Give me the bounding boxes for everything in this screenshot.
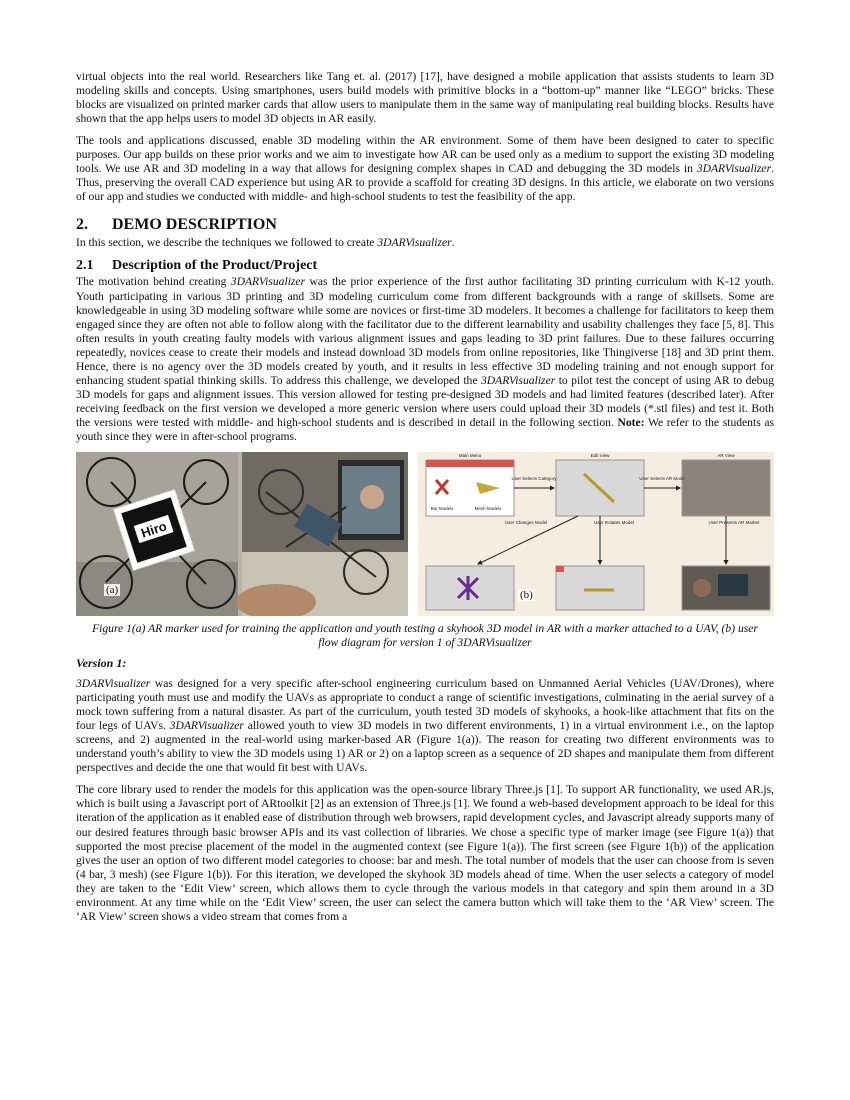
app-name: 3DARVisualizer <box>169 719 244 733</box>
text: . <box>451 236 455 250</box>
figure-caption: Figure 1(a) AR marker used for training the application and youth testing a skyhook 3D model in AR with a marker attached to a UAV, (b) user flow diagram for version 1 of 3DARVisualizer <box>92 622 758 650</box>
app-name: 3DARVisualizer <box>377 236 452 250</box>
motivation-paragraph <box>76 275 774 444</box>
text: . Thus, preserving the overall CAD experience but using AR to provide a scaffold for creating 3D designs. In this article, we elaborate on two versions of our app and studies we conducted with middle- and high-school students to test the feasibility of the app. <box>76 162 774 204</box>
text: The motivation behind creating <box>76 275 231 289</box>
section-number: 2. <box>76 216 88 234</box>
subsection-heading <box>76 258 774 274</box>
text: In this section, we describe the techniques we followed to create <box>76 236 378 250</box>
section-heading <box>76 216 774 234</box>
figure-1a-photo <box>76 452 408 616</box>
text: was designed for a very specific after-school engineering curriculum based on Unmanned Aerial Vehicles (UAV/Drones), where participating youth must use and modify the UAVs as appropriate to conduct a range of scientific investigations, culminating in the aerial survey of a mock town suffering from a natural disaster. As part of the curriculum, youth tested 3D models of skyhooks, a hook-like attachment that fits on the four legs of UAVs. <box>76 677 774 733</box>
section-title: DEMO DESCRIPTION <box>112 216 277 234</box>
flow-changes-model: User Changes Model <box>504 520 548 526</box>
main-menu-label: Main Menu <box>458 453 482 459</box>
flow-presents-marker: User Presents AR Marker <box>708 520 760 526</box>
flow-diagram <box>418 452 774 616</box>
text: We refer to the students as youth since they were in after-school programs. <box>76 415 774 443</box>
rotated-model-screen <box>556 566 644 610</box>
version1-paragraph-1 <box>76 677 774 775</box>
panel-b-label: (b) <box>520 589 533 602</box>
subsection-title: Description of the Product/Project <box>112 258 318 274</box>
intro-paragraph: virtual objects into the real world. Researchers like Tang et. al. (2017) [17], have designed a mobile application that assists students to learn 3D modeling skills and concepts. Using smartphones, users build models with primitive blocks in a “bottom-up” manner like “LEGO” bricks. These blocks are visualized on printed marker cards that allow users to manipulate them in the same way of manipulating real building blocks. Results have shown that the app helps users to model 3D objects in AR easily. <box>76 70 774 126</box>
app-name: 3DARVisualizer <box>696 162 772 176</box>
note-label: Note: <box>617 415 645 429</box>
text: was the prior experience of the first author facilitating 3D printing curriculum with K-12 youth. Youth participating in various 3D printing and 3D modeling curriculum come from different backgrounds with a range of skillsets. Some are knowledgeable in using 3D modeling software while some are novices or first-time 3D modelers. It becomes a challenge for facilitators to keep them engaged since they are often not able to follow along with the facilitator due to the different learnability and usability challenges they face [5, 8]. This often results in youth creating faulty models with various alignment issues and gaps leading to 3D print failures. Due to these failures occurring repeatedly, novices cease to create their models and instead download 3D models from online repositories, like Thingiverse [18] and 3D print them. Hence, there is no agency over the 3D models created by youth, and it results in less effective 3D modeling training and not enough support for enhancing student spatial thinking skills. To address this challenge, we developed the <box>76 275 774 387</box>
flow-select-category: User Selects Category <box>511 476 557 482</box>
section-intro <box>76 236 774 250</box>
text: allowed youth to view 3D models in two different environments, 1) in a virtual environment i.e., on the laptop screens, and 2) augmented in the real-world using marker-based AR (Figure 1(a)). The reason for creating two different environments was to understand youth’s ability to view the 3D models using 1) AR or 2) on a laptop screen as a sequence of 2D shapes and manipulate them from different perspectives and decide the one that would fit best with UAVs. <box>76 719 774 775</box>
flow-select-ar: User Selects AR Mode <box>639 476 685 482</box>
photo-illustration <box>76 452 408 616</box>
version-heading: Version 1: <box>76 656 127 671</box>
text: to pilot test the concept of using AR to debug 3D models for gaps and alignment issues. This version allowed for testing pre-designed 3D models and had limited features (described later). After receiving feedback on the first version we developed a more generic version where users could upload their 3D models (*.stl files) and test it. Both the versions were tested with middle- and high-school students and is described in detail in the following section. <box>76 373 774 429</box>
approach-paragraph <box>76 134 774 204</box>
text: The tools and applications discussed, enable 3D modeling within the AR environment. Some of them have been designed to cater to specific purposes. Our app builds on these prior works and we aim to investigate how AR can be used only as a medium to support the existing 3D modeling tools. We use AR and 3D modeling in a way that allows for designing complex shapes in CAD and debugging the 3D models in <box>76 134 774 176</box>
ar-view-label: AR View <box>717 453 735 459</box>
panel-a-label: (a) <box>106 584 119 597</box>
flow-rotates-model: User Rotates Model <box>594 520 634 526</box>
app-name: 3DARVisualizer <box>230 275 306 289</box>
version1-paragraph-2: The core library used to render the models for this application was the open-source library Three.js [1]. To support AR functionality, we used AR.js, which is built using a Javascript port of ARtoolkit [2] as an extension of Three.js [1]. We found a web-based development approach to be ideal for this iteration of the application as it enabled ease of distribution through web browsers, rapid development cycles, and Javascript already supports many of our desired features through basic browser APIs and its vast collection of libraries. We chose a specific type of marker image (see Figure 1(a)) that supported the most precise placement of the model in the augmented context (see Figure 1(a)). The first screen (see Figure 1(b)) of the application gives the user an option of two different model categories to choose: bar and mesh. The total number of models that the user can choose from is seven (4 bar, 3 mesh) (see Figure 1(b)). For this iteration, we developed the skyhook 3D models ahead of time. When the user selects a category of model they are taken to the ‘Edit View’ screen, which allows them to cycle through the various models in that category and spin them around in a 3D environment. At any time while on the ‘Edit View’ screen, the user can select the camera button which will take them to the ‘AR View’ screen. The ‘AR View’ screen shows a video stream that comes from a <box>76 783 774 923</box>
app-name: 3DARVisualizer <box>76 677 151 691</box>
figure-1b-flow-diagram <box>418 452 774 616</box>
bar-models-label: Bar Models <box>430 506 454 512</box>
subsection-number: 2.1 <box>76 258 94 274</box>
app-name: 3DARVisualizer <box>480 373 556 387</box>
edit-view-label: Edit View <box>590 453 610 459</box>
mesh-models-label: Mesh Models <box>474 506 502 512</box>
marker-text: Hiro <box>139 518 169 541</box>
ar-view-screen <box>682 460 770 516</box>
paper-page <box>76 70 774 932</box>
figure-1 <box>76 452 774 616</box>
